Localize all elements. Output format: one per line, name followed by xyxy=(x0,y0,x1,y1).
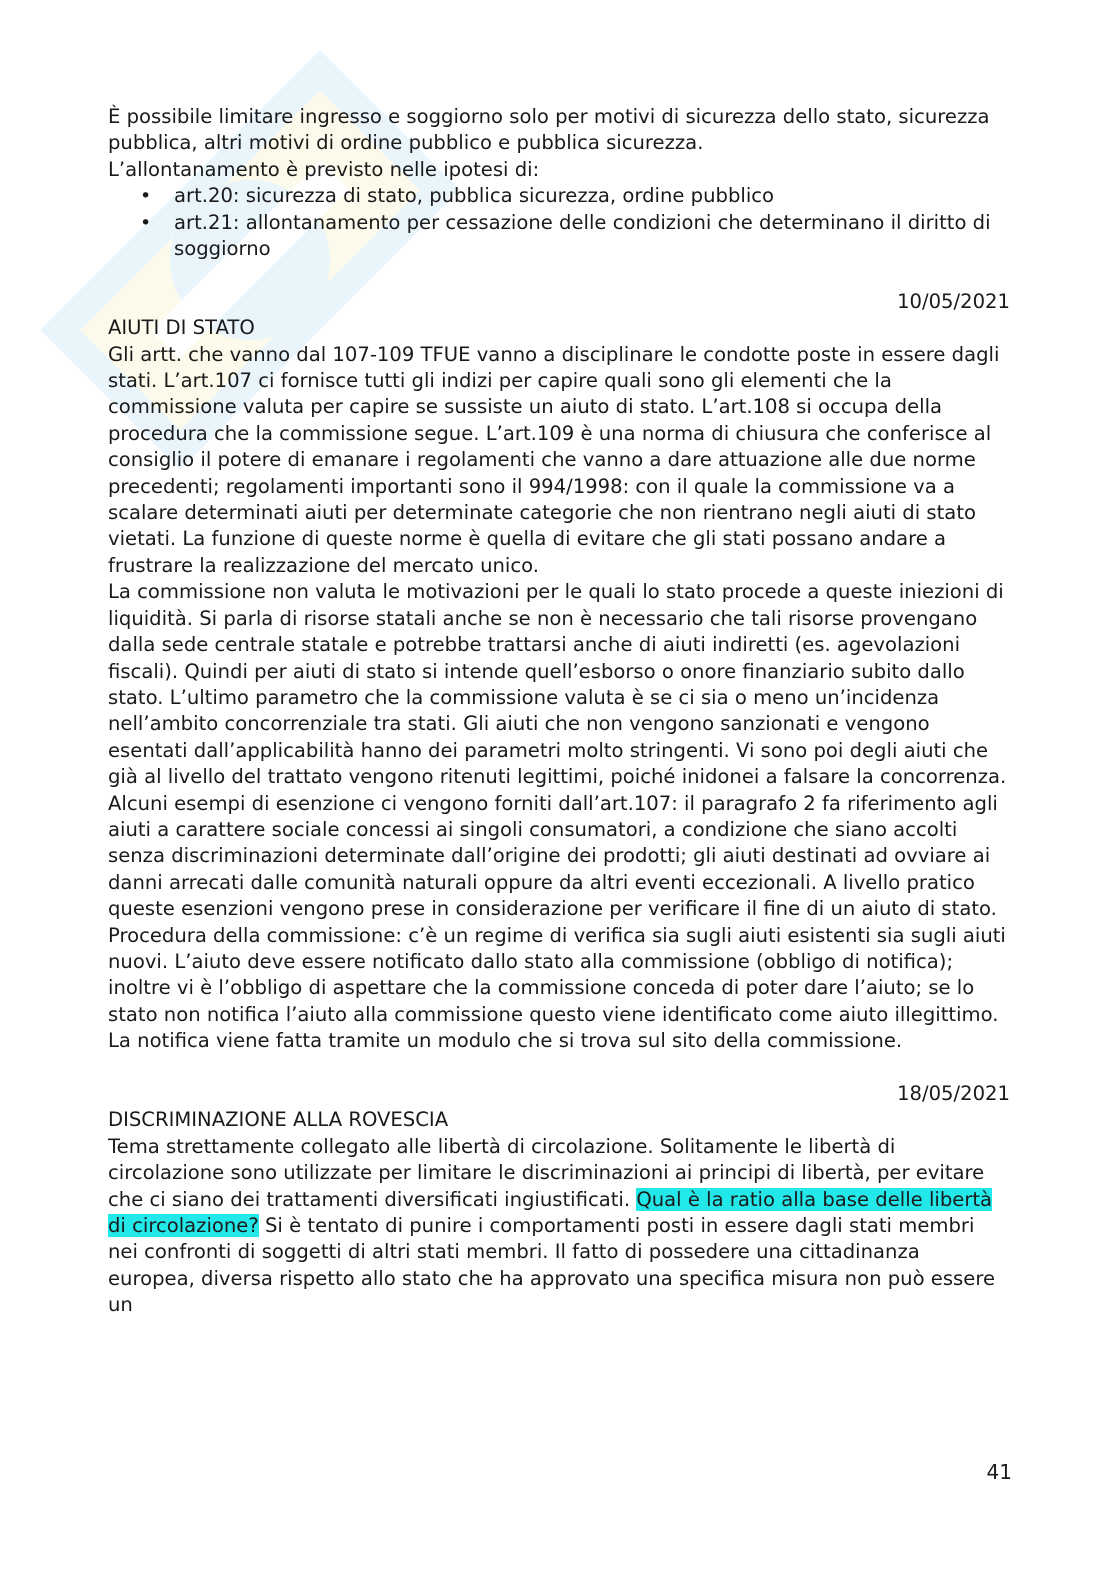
section-title: AIUTI DI STATO xyxy=(108,316,255,340)
section-date: 18/05/2021 xyxy=(897,1082,1010,1105)
bullet-item: • art.20: sicurezza di stato, pubblica sicurezza, ordine pubblico xyxy=(174,183,1010,209)
document-body xyxy=(108,104,1010,1319)
paragraph-text: Tema strettamente collegato alle libertà di circolazione. Solitamente le libertà di circolazione sono utilizzate per limitare le discriminazioni ai principi di libertà, per evitare che ci siano dei trattamenti diversificati ingiustificati. xyxy=(108,1134,985,1211)
bullet-list xyxy=(108,183,1010,262)
section-title: DISCRIMINAZIONE ALLA ROVESCIA xyxy=(108,1108,449,1132)
intro-lead: L’allontanamento è previsto nelle ipotesi di: xyxy=(108,157,540,181)
body-paragraph xyxy=(108,1134,1010,1319)
page-number: 41 xyxy=(986,1460,1012,1484)
body-paragraph: Gli artt. che vanno dal 107-109 TFUE vanno a disciplinare le condotte poste in essere dagli stati. L’art.107 ci fornisce tutti gli indizi per capire quali sono gli elementi che la commissione valuta per capire se sussiste un aiuto di stato. L’art.108 si occupa della procedura che la commissione segue. L’art.109 è una norma di chiusura che conferisce al consiglio il potere di emanare i regolamenti che vanno a dare attuazione alle due norme precedenti; regolamenti importanti sono il 994/1998: con il quale la commissione va a scalare determinati aiuti per determinate categorie che non rientrano negli aiuti di stato vietati. La funzione di queste norme è quella di evitare che gli stati possano andare a frustrare la realizzazione del mercato unico. xyxy=(108,342,1000,577)
section-date: 10/05/2021 xyxy=(897,289,1010,313)
body-paragraph: La commissione non valuta le motivazioni per le quali lo stato procede a queste iniezioni di liquidità. Si parla di risorse statali anche se non è necessario che tali risorse provengano dalla sede centrale statale e potrebbe trattarsi anche di aiuti indiretti (es. agevolazioni fiscali). Quindi per aiuti di stato si intende quell’esborso o onore finanziario subito dallo stato. L’ultimo parametro che la commissione valuta è se ci sia o meno un’incidenza nell’ambito concorrenziale tra stati. Gli aiuti che non vengono sanzionati e vengono esentati dall’applicabilità hanno dei parametri molto stringenti. Vi sono poi degli aiuti che già al livello del trattato vengono ritenuti legittimi, poiché inidonei a falsare la concorrenza. Alcuni esempi di esenzione ci vengono forniti dall’art.107: il paragrafo 2 fa riferimento agli aiuti a carattere sociale concessi ai singoli consumatori, a condizione che siano accolti senza discriminazioni determinate dall’origine dei prodotti; gli aiuti destinati ad ovviare ai danni arrecati dalle comunità naturali oppure da altri eventi eccezionali. A livello pratico queste esenzioni vengono prese in considerazione per verificare il fine di un aiuto di stato. xyxy=(108,580,1007,921)
bullet-item: • art.21: allontanamento per cessazione delle condizioni che determinano il diritto di soggiorno xyxy=(174,210,1010,263)
paragraph-text: Si è tentato di punire i comportamenti posti in essere dagli stati membri nei confronti di soggetti di altri stati membri. Il fatto di possedere una cittadinanza europea, diversa rispetto allo stato che ha approvato una specifica misura non può essere un xyxy=(108,1214,995,1317)
intro-paragraph: È possibile limitare ingresso e soggiorno solo per motivi di sicurezza dello stato, sicurezza pubblica, altri motivi di ordine pubblico e pubblica sicurezza. xyxy=(108,105,990,155)
highlighted-question: Qual è la ratio alla base delle libertà di circolazione? xyxy=(108,1187,993,1238)
body-paragraph: Procedura della commissione: c’è un regime di verifica sia sugli aiuti esistenti sia sugli aiuti nuovi. L’aiuto deve essere notificato dallo stato alla commissione (obbligo di notifica); inoltre vi è l’obbligo di aspettare che la commissione conceda di poter dare l’aiuto; se lo stato non notifica l’aiuto alla commissione questo viene identificato come aiuto illegittimo. La notifica viene fatta tramite un modulo che si trova sul sito della commissione. xyxy=(108,923,1006,1053)
